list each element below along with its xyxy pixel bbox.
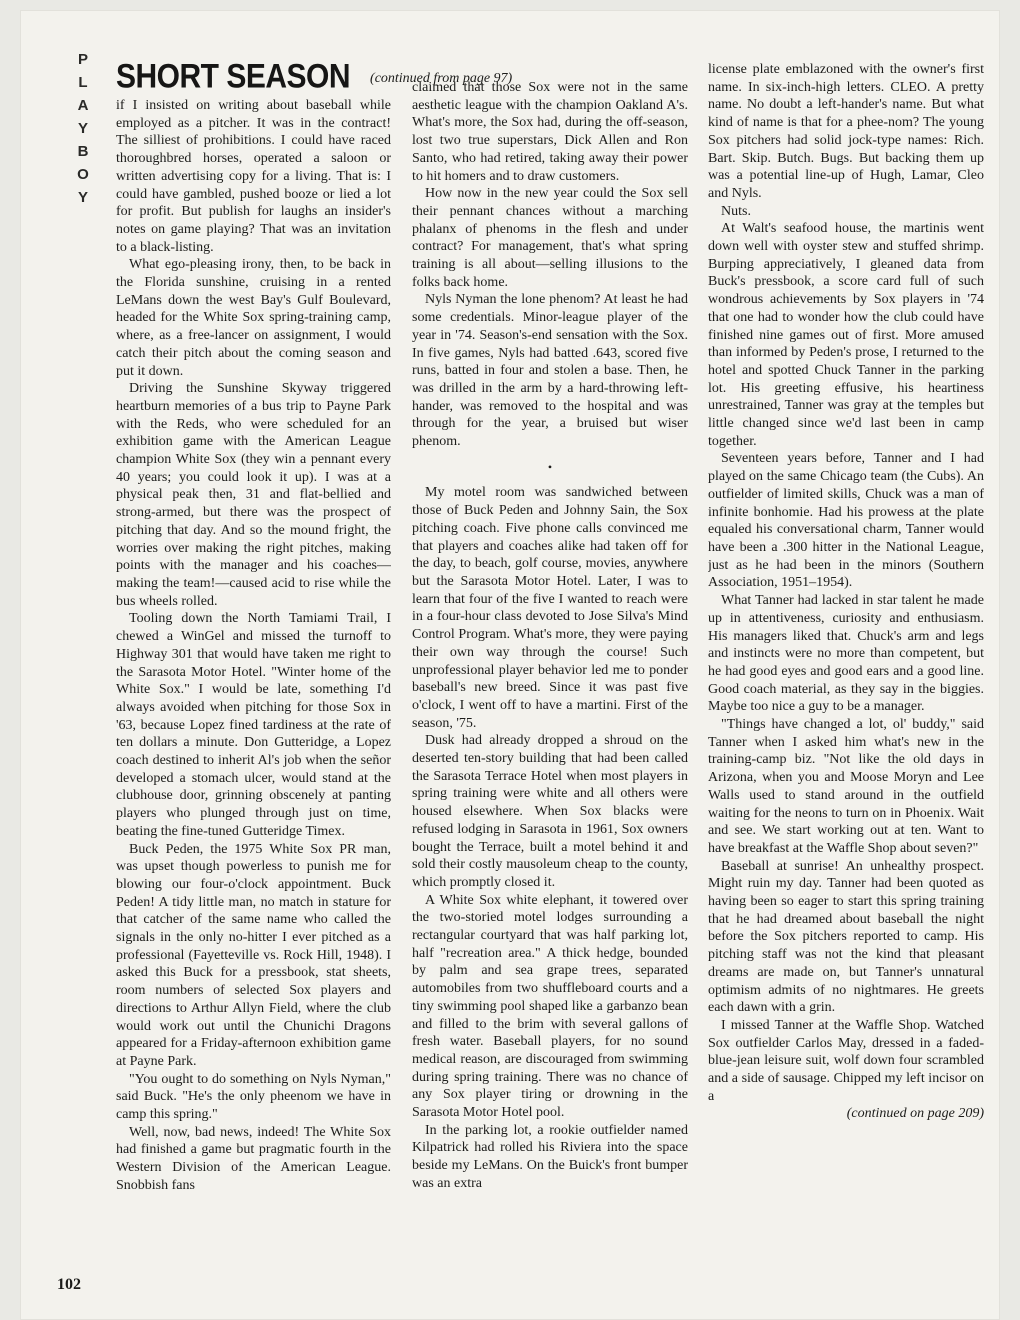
paragraph: What ego-pleasing irony, then, to be back in the Florida sunshine, cruising in a rented LeMans down the west Bay's Gulf Boulevard, headed for the White Sox spring-training camp, where, as a free-lancer on assignment, I would catch their pitch about the coming season and put it down.: [116, 257, 391, 379]
paragraph: Buck Peden, the 1975 White Sox PR man, was upset though powerless to punish me for blowing our four-o'clock appointment. Buck Peden! A tidy little man, no match in stature for that catcher of the same name who called the signals in the only no-hitter I ever pitched as a professional (Fayetteville vs. Rock Hill, 1948). I asked this Buck for a pressbook, stat sheets, room numbers of selected Sox players and directions to Arthur Allyn Field, where the club would work out until the Chunichi Dragons appeared for a Friday-afternoon exhibition game at Payne Park.: [116, 841, 391, 1069]
article-title: SHORT SEASON: [116, 57, 351, 96]
paragraph: Driving the Sunshine Skyway triggered heartburn memories of a bus trip to Payne Park with the Reds, who were scheduled for an exhibition game with the American League champion White Sox (they win a pennant every 40 years; you could look it up). I was at a physical peak then, 31 and flat-bellied and strong-armed, but there was the prospect of pitching that day. And so the mound fright, the worries over making the right pitches, making points with the manager and his coaches—making the team!—caused acid to rise while the bus wheels rolled.: [116, 381, 391, 609]
continued-on-note: (continued on page 209): [846, 1106, 984, 1122]
paragraph: What Tanner had lacked in star talent he made up in attentiveness, curiosity and enthusiasm. His managers liked that. Chuck's arm and legs and instincts were no more than competent, but he had good eyes and good ears and a good line. Good coach material, as they say in the biggies. Maybe too nice a guy to be a manager.: [708, 593, 984, 715]
masthead-letter: L: [78, 74, 88, 91]
paragraph: Nuts.: [721, 203, 751, 219]
text-column-1: [116, 97, 391, 1299]
paragraph: "You ought to do something on Nyls Nyman," said Buck. "He's the only pheenom we have in camp this spring.": [116, 1071, 391, 1123]
paragraph: At Walt's seafood house, the martinis went down well with oyster stew and stuffed shrimp. Burping appreciatively, I gleaned data from Buck's pressbook, a score card full of such wondrous achievements by Sox players in '74 that one had to wonder how the club could have finished nine games out of first. More amused than informed by Peden's prose, I returned to the hotel and spotted Chuck Tanner in the parking lot. His greeting effusive, his heartiness unrestrained, Tanner was gray at the temples but little changed since we'd last been in camp together.: [708, 221, 984, 449]
section-break-bullet: •: [547, 459, 553, 474]
masthead-letter: B: [77, 143, 89, 160]
text-column-2: [412, 79, 688, 1299]
paragraph: Seventeen years before, Tanner and I had played on the same Chicago team (the Cubs). An outfielder of limited skills, Chuck was a man of infinite bonhomie. Had his prowess at the plate equaled his conversational charm, Tanner would have been a .300 hitter in the National League, just as he had been in the minors (Southern Association, 1951–1954).: [708, 451, 984, 591]
paragraph: Baseball at sunrise! An unhealthy prospect. Might ruin my day. Tanner had been quoted as having been so eager to start this spring training that he had dreamed about baseball the night before the Sox pitchers reported to camp. His pitching staff was not the kind that pleasant dreams are made on, but Tanner's unnatural optimism admits of no nightmares. He greets each dawn with a grin.: [708, 858, 984, 1016]
paragraph: Tooling down the North Tamiami Trail, I chewed a WinGel and missed the turnoff to Highway 301 that would have taken me right to the Sarasota Motor Hotel. "Winter home of the White Sox." I would be late, something I'd always avoided when pitching for those Sox in '63, because Lopez fined tardiness at the rate of ten dollars a minute. Don Gutteridge, a Lopez coach destined to inherit Al's job when the señor developed a stomach ulcer, would stand at the clubhouse door, grinning obscenely at panting players who plunged through just on time, beating the fine-tuned Gutteridge Timex.: [116, 611, 391, 839]
masthead-letter: O: [77, 166, 89, 183]
paragraph: A White Sox white elephant, it towered over the two-storied motel lodges surrounding a rectangular courtyard that was half parking lot, half "recreation area." A thick hedge, bounded by palm and sea grape trees, separated automobiles from two shuffleboard courts and a tiny swimming pool shaped like a garbanzo bean and filled to the brim with several gallons of fresh water. Baseball players, for no sound medical reason, are discouraged from swimming during spring training. There was no chance of any Sox player tiring or drowning in the Sarasota Motor Hotel pool.: [412, 892, 688, 1121]
paragraph: license plate emblazoned with the owner's first name. In six-inch-high letters. CLEO. A pretty name. No doubt a left-hander's name. But what kind of name is that for a phee-nom? The young Sox pitchers had solid jock-type names: Rich. Bart. Skip. Butch. Bugs. But backing them up was a potential line-up of Hugh, Lamar, Cleo and Nyls.: [708, 62, 984, 201]
paragraph: How now in the new year could the Sox sell their pennant chances without a marching phalanx of phenoms in the flesh and under contract? For management, that's what spring training is all about—selling illusions to the folks back home.: [412, 186, 688, 290]
paragraph: claimed that those Sox were not in the same aesthetic league with the champion Oakland A's. What's more, the Sox had, during the off-season, lost two true superstars, Dick Allen and Ron Santo, who had retired, taking away their power to hit homers and to draw customers.: [412, 80, 688, 184]
paragraph: Well, now, bad news, indeed! The White Sox had finished a game but pragmatic fourth in the Western Division of the American League. Snobbish fans: [116, 1124, 391, 1193]
magazine-masthead-vertical: [68, 48, 98, 209]
masthead-letter: Y: [77, 189, 88, 206]
paragraph: In the parking lot, a rookie outfielder named Kilpatrick had rolled his Riviera into the space beside my LeMans. On the Buick's front bumper was an extra: [412, 1122, 688, 1191]
page-number: 102: [57, 1276, 81, 1293]
masthead-letter: Y: [77, 120, 88, 137]
continued-from-note: (continued from page 97): [370, 71, 513, 86]
paragraph: Dusk had already dropped a shroud on the deserted ten-story building that had been called the Sarasota Terrace Hotel when most players in spring training were white and all others were housed elsewhere. When Sox blacks were refused lodging in Sarasota in 1961, Sox owners bought the Terrace, built a motel behind it and sold their costly mausoleum cheap to the county, which promptly closed it.: [412, 733, 688, 890]
paragraph: "Things have changed a lot, ol' buddy," said Tanner when I asked him what's new in the training-camp biz. "Not like the old days in Arizona, when you and Moose Moryn and Lee Walls used to stand around in the outfield waiting for the neons to turn on in Phoenix. Wait and see. We start working out at ten. Want to have breakfast at the Waffle Shop about seven?": [708, 717, 984, 856]
masthead-letter: P: [77, 51, 88, 68]
paragraph: My motel room was sandwiched between those of Buck Peden and Johnny Sain, the Sox pitching coach. Five phone calls convinced me that players and coaches alike had taken off for the day, to beach, golf course, movies, anywhere but the Sarasota Motor Hotel. Later, I was to learn that four of the five I wanted to reach were in a four-hour class devoted to Jose Silva's Mind Control Program. What's more, they were paying their own way through the course! Such unprofessional player behavior led me to ponder baseball's new breed. Since it was past five o'clock, I went off to have a martini. First of the season, '75.: [412, 485, 688, 731]
paragraph: I missed Tanner at the Waffle Shop. Watched Sox outfielder Carlos May, dressed in a faded-blue-jean leisure suit, wolf down four scrambled and a side of sausage. Chipped my left incisor on a: [708, 1017, 984, 1104]
magazine-page: [20, 10, 1000, 1320]
paragraph: if I insisted on writing about baseball while employed as a pitcher. It was in the contract! The silliest of prohibitions. I could have raced thoroughbred horses, operated a saloon or written advertising copy for a living. That is: I could have gambled, pushed booze or lied a lot for profit. But publish for laughs an insider's notes on game playing? That was an invitation to a black-listing.: [116, 98, 391, 255]
text-column-3: [708, 61, 984, 1299]
paragraph: Nyls Nyman the lone phenom? At least he had some credentials. Minor-league player of the year in '74. Season's-end sensation with the Sox. In five games, Nyls had batted .643, scored five runs, batted in four and stolen a base. Then, he was drilled in the arm by a hard-throwing left-hander, was removed to the hospital and was through for the year, a bruised but wiser phenom.: [412, 292, 688, 450]
masthead-letter: A: [77, 97, 89, 114]
